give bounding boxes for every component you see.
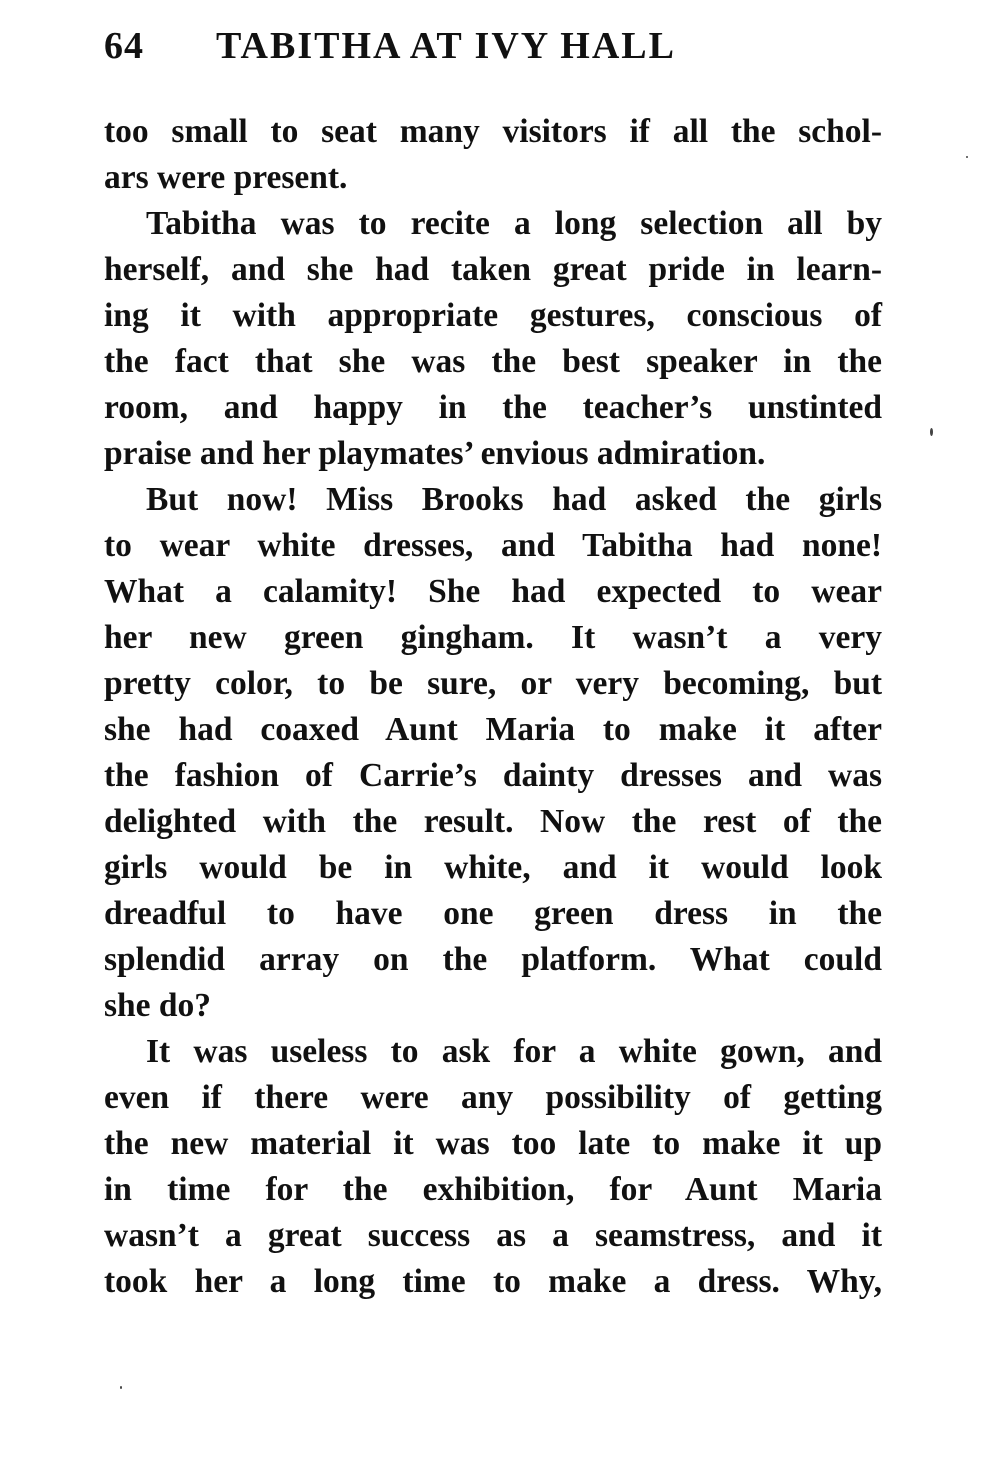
text-line: ing it with appropriate gestures, conscious of [104,297,882,334]
text-line: delighted with the result. Now the rest of the [104,803,882,840]
text-line: even if there were any possibility of getting [104,1079,882,1116]
text-line: too small to seat many visitors if all the schol- [104,113,882,150]
paragraph [104,477,882,1029]
text-line: the fashion of Carrie’s dainty dresses and was [104,757,882,794]
scan-speck [930,428,933,436]
paragraph [104,1029,882,1305]
text-line: the fact that she was the best speaker in the [104,343,882,380]
text-line: room, and happy in the teacher’s unstinted [104,389,882,426]
paragraph [104,109,882,201]
text-line: wasn’t a great success as a seamstress, and it [104,1217,882,1254]
text-line: her new green gingham. It wasn’t a very [104,619,882,656]
page-number: 64 [104,25,144,67]
body-text [104,109,882,1305]
text-line: dreadful to have one green dress in the [104,895,882,932]
text-line: But now! Miss Brooks had asked the girls [146,481,882,518]
text-line: pretty color, to be sure, or very becoming, but [104,665,882,702]
scan-speck [966,156,968,158]
text-line: herself, and she had taken great pride in learn- [104,251,882,288]
text-line: girls would be in white, and it would look [104,849,882,886]
text-line: splendid array on the platform. What could [104,941,882,978]
running-header [104,24,784,74]
scan-speck [120,1386,122,1389]
text-line: What a calamity! She had expected to wear [104,573,882,610]
text-line: took her a long time to make a dress. Why, [104,1263,882,1300]
running-title: TABITHA AT IVY HALL [216,25,676,67]
text-line: she do? [104,987,212,1024]
text-line: praise and her playmates’ envious admiration. [104,435,766,472]
text-line: to wear white dresses, and Tabitha had none! [104,527,882,564]
paragraph [104,201,882,477]
text-line: ars were present. [104,159,348,196]
text-line: It was useless to ask for a white gown, and [146,1033,882,1070]
text-line: she had coaxed Aunt Maria to make it after [104,711,882,748]
text-line: Tabitha was to recite a long selection all by [146,205,882,242]
text-line: in time for the exhibition, for Aunt Maria [104,1171,882,1208]
text-line: the new material it was too late to make it up [104,1125,882,1162]
